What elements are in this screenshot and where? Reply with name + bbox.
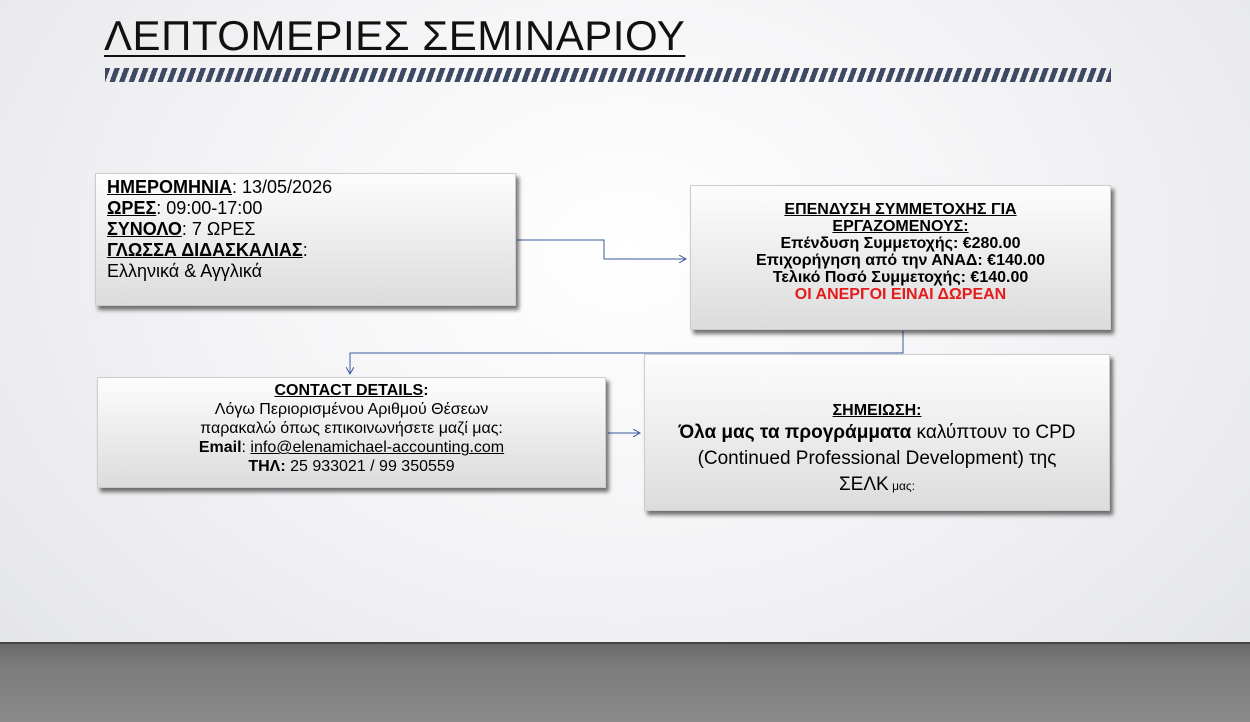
contact-heading: CONTACT DETAILS — [274, 382, 424, 399]
total-label: ΣΥΝΟΛΟ — [107, 219, 182, 239]
page-title: ΛΕΠΤΟΜΕΡΙΕΣ ΣΕΜΙΝΑΡΙΟΥ — [104, 12, 686, 59]
hours-value: : 09:00-17:00 — [156, 198, 263, 218]
investment-box — [690, 185, 1111, 330]
note-line-3-small: μας: — [888, 479, 916, 493]
subsidy: Επιχορήγηση από την ΑΝΑΔ: €140.00 — [755, 252, 1046, 269]
investment-heading-1: ΕΠΕΝΔΥΣΗ ΣΥΜΜΕΤΟΧΗΣ ΓΙΑ — [784, 201, 1017, 218]
final-amount: Τελικό Ποσό Συμμετοχής: €140.00 — [772, 269, 1029, 286]
email-sep: : — [241, 439, 251, 456]
date-value: : 13/05/2026 — [232, 177, 333, 197]
note-line-2: (Continued Professional Development) της — [697, 448, 1057, 469]
contact-heading-colon: : — [423, 382, 429, 399]
contact-line-1: Λόγω Περιορισμένου Αριθμού Θέσεων — [214, 401, 489, 418]
hours-label: ΩΡΕΣ — [107, 198, 157, 218]
date-label: ΗΜΕΡΟΜΗΝΙΑ — [107, 177, 232, 197]
email-label: Email — [198, 439, 242, 456]
phone-label: ΤΗΛ: — [248, 458, 286, 475]
contact-details-box — [97, 377, 606, 488]
connector-details-to-investment — [517, 240, 686, 259]
language-colon: : — [302, 240, 308, 260]
note-bold: Όλα μας τα προγράμματα — [678, 422, 912, 443]
total-value: : 7 ΩΡΕΣ — [181, 219, 256, 239]
phone-value: 25 933021 / 99 350559 — [285, 458, 455, 475]
note-heading: ΣΗΜΕΙΩΣΗ: — [832, 402, 922, 419]
fee: Επένδυση Συμμετοχής: €280.00 — [780, 235, 1021, 252]
seminar-details-box — [95, 173, 516, 306]
language-label: ΓΛΩΣΣΑ ΔΙΔΑΣΚΑΛΙΑΣ — [107, 240, 303, 260]
note-line-3: ΣΕΛΚ — [838, 474, 889, 495]
investment-heading-2: ΕΡΓΑΖΟΜΕΝΟΥΣ: — [832, 218, 969, 235]
unemployed-free-notice: ΟΙ ΑΝΕΡΓΟΙ ΕΙΝΑΙ ΔΩΡΕΑΝ — [794, 286, 1007, 303]
email-link[interactable]: info@elenamichael-accounting.com — [250, 439, 505, 456]
contact-line-2: παρακαλώ όπως επικοινωνήσετε μαζί μας: — [200, 420, 503, 437]
note-box — [644, 354, 1110, 511]
note-rest: καλύπτουν το CPD — [911, 422, 1076, 443]
language-value: Ελληνικά & Αγγλικά — [107, 261, 263, 281]
